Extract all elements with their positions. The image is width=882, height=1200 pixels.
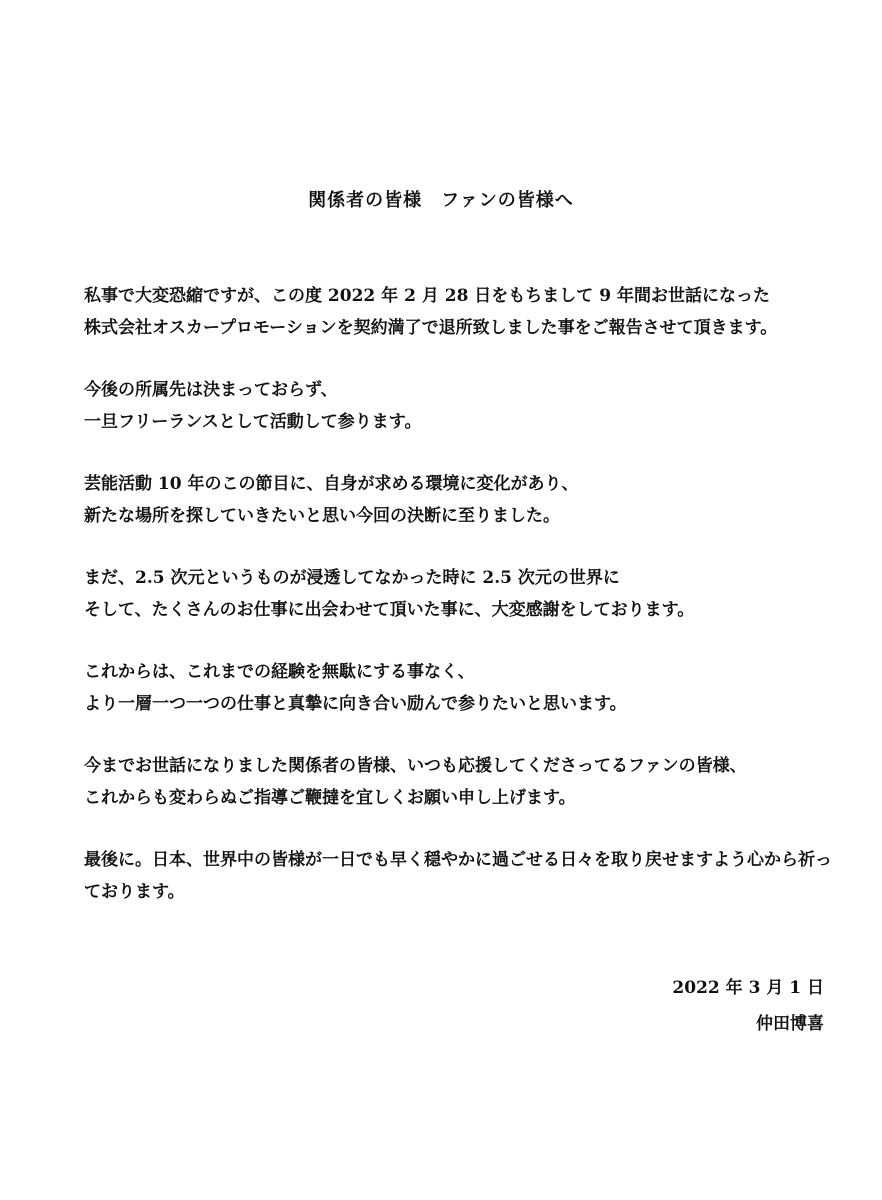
text-line: 今後の所属先は決まっておらず、 bbox=[84, 380, 338, 400]
paragraph-announcement bbox=[84, 280, 844, 344]
text-line: 私事で大変恐縮ですが、この度 2022 年 2 月 28 日をもちまして 9 年間お世話になった bbox=[84, 286, 770, 306]
text-line: 一旦フリーランスとして活動して参ります。 bbox=[84, 412, 422, 432]
letter-title: 関係者の皆様 ファンの皆様へ bbox=[308, 190, 574, 211]
letter-date: 2022 年 3 月 1 日 bbox=[672, 978, 824, 998]
paragraph-decision bbox=[84, 468, 844, 532]
paragraph-request bbox=[84, 750, 844, 814]
text-line: そして、たくさんのお仕事に出会わせて頂いた事に、大変感謝をしております。 bbox=[84, 600, 695, 620]
text-line: 最後に。日本、世界中の皆様が一日でも早く穏やかに過ごせる日々を取り戻せますよう心から祈っ bbox=[84, 850, 832, 870]
letter-body bbox=[84, 280, 844, 938]
text-line: 芸能活動 10 年のこの節目に、自身が求める環境に変化があり、 bbox=[84, 474, 579, 494]
text-line: より一層一つ一つの仕事と真摯に向き合い励んで参りたいと思います。 bbox=[84, 694, 627, 714]
text-line: 今までお世話になりました関係者の皆様、いつも応援してくださってるファンの皆様、 bbox=[84, 756, 747, 776]
paragraph-future-affiliation bbox=[84, 374, 844, 438]
text-line: これからは、これまでの経験を無駄にする事なく、 bbox=[84, 662, 475, 682]
paragraph-commitment bbox=[84, 656, 844, 720]
text-line: まだ、2.5 次元というものが浸透してなかった時に 2.5 次元の世界に bbox=[84, 568, 620, 588]
text-line: これからも変わらぬご指導ご鞭撻を宜しくお願い申し上げます。 bbox=[84, 788, 576, 808]
text-line: 株式会社オスカープロモーションを契約満了で退所致しました事をご報告させて頂きます。 bbox=[84, 318, 778, 338]
signoff-block bbox=[672, 970, 824, 1042]
text-line: 新たな場所を探していきたいと思い今回の決断に至りました。 bbox=[84, 506, 560, 526]
letter-signature: 仲田博喜 bbox=[756, 1014, 824, 1034]
paragraph-closing-prayer bbox=[84, 844, 844, 908]
text-line: ております。 bbox=[84, 882, 185, 902]
paragraph-gratitude bbox=[84, 562, 844, 626]
